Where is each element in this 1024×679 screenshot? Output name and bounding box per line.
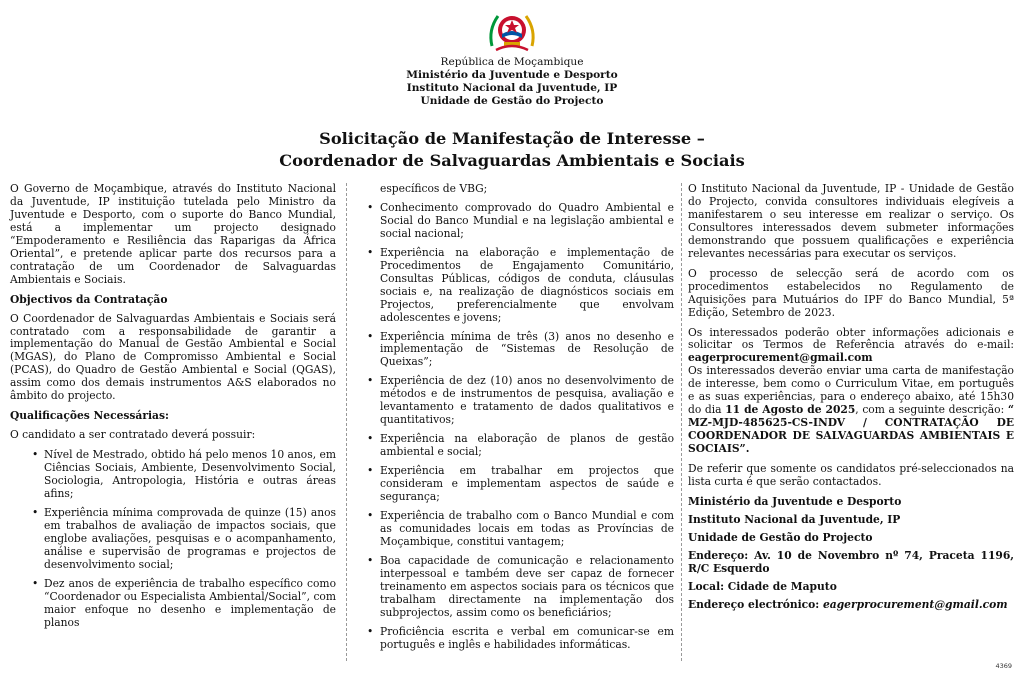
list-item: • Experiência de dez (10) anos no desenvolvimento de métodos e de instrumentos de pesquisa, avaliação e levantamento e tratamento de dados qualitativos e quantitativos; [367,375,674,427]
title-line-1: Solicitação de Manifestação de Interesse – [319,129,705,148]
title-line-2: Coordenador de Salvaguardas Ambientais e Sociais [279,151,745,170]
contact-local: Local: Cidade de Maputo [688,579,837,593]
footer-reference-number: 4369 [995,662,1012,670]
list-item: • Boa capacidade de comunicação e relacionamento interpessoal e também deve ser capaz de fornecer treinamento em aspectos sociais para os técnicos que trabalham directamente na implementação dos subprojectos, assim como os beneficiários; [367,555,674,620]
objectives-heading: Objectivos da Contratação [10,292,168,306]
submission-paragraph [688,365,1014,456]
list-item: • Experiência em trabalhar em projectos que consideram e implementam aspectos de saúde e segurança; [367,465,674,504]
list-item: • Nível de Mestrado, obtido há pelo menos 10 anos, em Ciências Sociais, Ambiente, Desenvolvimento Social, Sociologia, Antropologia, História e outras áreas afins; [10,449,336,501]
list-item: • Conhecimento comprovado do Quadro Ambiental e Social do Banco Mundial e na legislação ambiental e social nacional; [367,202,674,241]
submission-description: “ MZ-MJD-485625-CS-INDV / CONTRATAÇÃO DE COORDENADOR DE SALVAGUARDAS AMBIENTAIS E SOCIAIS”. [688,403,1015,456]
information-text: Os interessados poderão obter informações adicionais e solicitar os Termos de Referência através do e-mail: [688,325,1014,352]
list-item: • Experiência mínima de três (3) anos no desenho e implementação de “Sistemas de Resolução de Queixas”; [367,331,674,370]
qualifications-list-2 [367,202,674,652]
list-item: • Dez anos de experiência de trabalho específico como “Coordenador ou Especialista Ambiental/Social”, com maior enfoque no desenho e implementação de planos [10,578,336,630]
contact-email-label: Endereço electrónico: [688,597,823,611]
list-item: • Experiência de trabalho com o Banco Mundial e com as comunidades locais em todas as Províncias de Moçambique, constitui vantagem; [367,510,674,549]
info-email-link[interactable]: eagerprocurement@gmail.com [688,351,873,365]
column-2 [367,183,674,658]
contact-email [688,599,1014,612]
list-item: • Proficiência escrita e verbal em comunicar-se em português e inglês e habilidades informáticas. [367,626,674,652]
column-separator-2 [681,183,682,661]
contact-address: Endereço: Av. 10 de Novembro nº 74, Praceta 1196, R/C Esquerdo [688,548,1014,575]
list-item: • Experiência mínima comprovada de quinze (15) anos em trabalhos de avaliação de impactos sociais, que englobe avaliações, pesquisas e o acompanhamento, análise e supervisão de programas e projectos de desenvolvimento social; [10,507,336,572]
submission-text-a: Os interessados deverão enviar uma carta de manifestação de interesse, bem como o Curriculum Vitae, em português e as suas experiências, para o endereço abaixo, até 15h30 do dia [688,364,1014,417]
list-continuation: específicos de VBG; [380,182,488,195]
header-ministry: Ministério da Juventude e Desporto [406,69,618,81]
contact-unit: Unidade de Gestão do Projecto [688,530,873,544]
information-paragraph [688,327,1014,366]
column-1 [10,183,336,636]
submission-text-b: , com a seguinte descrição: [855,403,1008,417]
list-item: • Experiência na elaboração e implementação de Procedimentos de Engajamento Comunitário, Consultas Públicas, códigos de conduta, cláusulas sociais e, na realização de diagnósticos sociais em Projectos, preferencialmente que envolvam adolescentes e jovens; [367,247,674,325]
invitation-paragraph: O Instituto Nacional da Juventude, IP - Unidade de Gestão do Projecto, convida consultores individuais elegíveis a manifestarem o seu interesse em realizar o serviço. Os Consultores interessados devem submeter informações demonstrando que possuem qualificações e experiência relevantes necessárias para executar os serviços. [688,182,1014,260]
intro-paragraph: O Governo de Moçambique, através do Instituto Nacional da Juventude, IP instituição tutelada pelo Ministro da Juventude e Desporto, com o suporte do Banco Mundial, está a implementar um projecto designado “Empoderamento e Resiliência das Raparigas da África Oriental”, e pretende aplicar parte dos recursos para a contratação de um Coordenador de Salvaguardas Ambientais e Sociais. [10,182,336,286]
column-3 [688,183,1014,617]
header-unit: Unidade de Gestão do Projecto [420,95,604,107]
qualifications-heading: Qualificações Necessárias: [10,409,169,423]
qualifications-intro: O candidato a ser contratado deverá possuir: [10,428,256,442]
contact-block [688,496,1014,612]
header-republic: República de Moçambique [440,56,584,68]
selection-paragraph: O processo de selecção será de acordo com os procedimentos estabelecidos no Regulamento de Aquisições para Mutuários do IPF do Banco Mundial, 5ª Edição, Setembro de 2023. [688,266,1014,319]
contact-institute: Instituto Nacional da Juventude, IP [688,512,901,526]
objectives-paragraph: O Coordenador de Salvaguardas Ambientais e Sociais será contratado com a responsabilidade de garantir a implementação do Manual de Gestão Ambiental e Social (MGAS), do Plano de Compromisso Ambiental e Social (PCAS), do Quadro de Gestão Ambiental e Social (QGAS), assim como dos demais instrumentos A&S elaborados no âmbito do projecto. [10,311,336,403]
contact-ministry: Ministério da Juventude e Desporto [688,494,902,508]
qualifications-list-1 [10,449,336,629]
list-item: • Experiência na elaboração de planos de gestão ambiental e social; [367,433,674,459]
contact-email-link[interactable]: eagerprocurement@gmail.com [822,597,1008,611]
deadline-date: 11 de Agosto de 2025 [725,403,856,417]
column-separator-1 [346,183,347,661]
mozambique-coat-of-arms-icon [484,6,540,54]
shortlist-paragraph: De referir que somente os candidatos pré-seleccionados na lista curta é que serão contactados. [688,462,1014,489]
header-institute: Instituto Nacional da Juventude, IP [406,82,618,94]
